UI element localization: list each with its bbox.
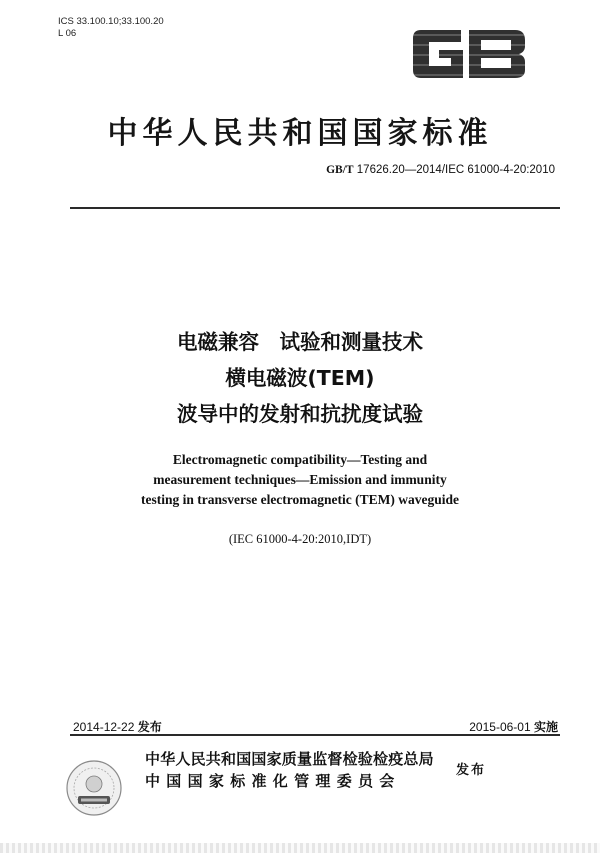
issue-date	[73, 718, 162, 735]
national-standard-title: 中华人民共和国国家标准	[107, 116, 493, 151]
issue-date-label: 发布	[137, 720, 162, 734]
equivalence-note: (IEC 61000-4-20:2010,IDT)	[228, 532, 372, 546]
standard-number	[290, 164, 555, 176]
title-zh-line-2: 横电磁波(TEM)	[225, 366, 375, 390]
standard-number-rest: 17626.20—2014/IEC 61000-4-20:2010	[356, 164, 555, 176]
top-divider	[70, 207, 560, 209]
anti-counterfeit-seal-icon	[64, 758, 124, 818]
issuer-line-2: 中国国家标准化管理委员会	[145, 772, 401, 790]
effective-date-value: 2015-06-01	[469, 720, 531, 734]
title-en-line-2: measurement techniques—Emission and immunity	[153, 472, 447, 487]
ccs-code: L 06	[58, 28, 77, 39]
issuer-line-1: 中华人民共和国国家质量监督检验检疫总局	[145, 750, 434, 768]
effective-date	[430, 718, 558, 735]
ics-code: ICS 33.100.10;33.100.20	[58, 16, 164, 27]
publish-label: 发布	[456, 763, 487, 778]
standard-prefix: GB/T	[326, 164, 354, 176]
gb-logo	[411, 26, 528, 82]
effective-date-label: 实施	[533, 720, 558, 734]
title-zh-line-1: 电磁兼容 试验和测量技术	[177, 330, 423, 354]
classification-codes	[58, 16, 164, 40]
title-zh-line-3: 波导中的发射和抗扰度试验	[177, 402, 423, 426]
title-en-line-1: Electromagnetic compatibility—Testing and	[172, 452, 428, 467]
bottom-divider	[70, 734, 560, 736]
page-bottom-edge	[0, 843, 600, 853]
issue-date-value: 2014-12-22	[73, 720, 135, 734]
title-en-line-3: testing in transverse electromagnetic (TEM) waveguide	[140, 492, 460, 507]
